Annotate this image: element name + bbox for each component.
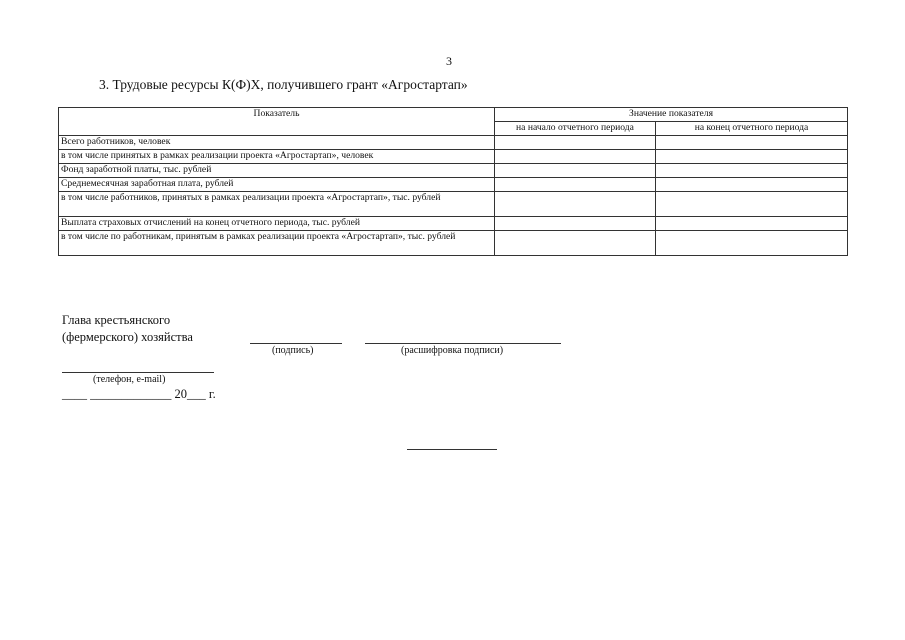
value-start-cell[interactable] <box>495 136 656 150</box>
row-label: Всего работников, человек <box>59 136 495 150</box>
header-value: Значение показателя <box>495 108 848 122</box>
value-start-cell[interactable] <box>495 217 656 231</box>
labor-resources-table <box>58 107 848 256</box>
row-label: в том числе по работникам, принятым в рамках реализации проекта «Агростартап», тыс. рублей <box>59 231 495 256</box>
signature-decode-line[interactable] <box>365 343 561 344</box>
value-end-cell[interactable] <box>656 192 848 217</box>
signature-line[interactable] <box>250 343 342 344</box>
value-end-cell[interactable] <box>656 136 848 150</box>
row-label: Фонд заработной платы, тыс. рублей <box>59 164 495 178</box>
value-start-cell[interactable] <box>495 178 656 192</box>
header-period-end: на конец отчетного периода <box>656 122 848 136</box>
end-separator-line <box>407 449 497 450</box>
table-row <box>59 178 848 192</box>
row-label: в том числе принятых в рамках реализации проекта «Агростартап», человек <box>59 150 495 164</box>
row-label: Выплата страховых отчислений на конец отчетного периода, тыс. рублей <box>59 217 495 231</box>
table-row <box>59 136 848 150</box>
page-number: 3 <box>446 54 452 68</box>
header-indicator: Показатель <box>59 108 495 136</box>
value-end-cell[interactable] <box>656 164 848 178</box>
phone-email-line[interactable] <box>62 372 214 373</box>
table-row <box>59 192 848 217</box>
value-end-cell[interactable] <box>656 217 848 231</box>
value-start-cell[interactable] <box>495 164 656 178</box>
farm-head-line2: (фермерского) хозяйства <box>62 330 193 344</box>
value-start-cell[interactable] <box>495 231 656 256</box>
table-row <box>59 217 848 231</box>
value-end-cell[interactable] <box>656 178 848 192</box>
row-label: Среднемесячная заработная плата, рублей <box>59 178 495 192</box>
farm-head-title <box>62 312 193 346</box>
phone-email-caption: (телефон, e-mail) <box>93 374 166 385</box>
farm-head-line1: Глава крестьянского <box>62 313 171 327</box>
table-row <box>59 150 848 164</box>
section-title: 3. Трудовые ресурсы К(Ф)Х, получившего грант «Агростартап» <box>99 77 468 92</box>
header-period-start: на начало отчетного периода <box>495 122 656 136</box>
signature-caption: (подпись) <box>272 345 314 356</box>
value-end-cell[interactable] <box>656 150 848 164</box>
value-start-cell[interactable] <box>495 150 656 164</box>
value-start-cell[interactable] <box>495 192 656 217</box>
value-end-cell[interactable] <box>656 231 848 256</box>
date-line[interactable]: ____ _____________ 20___ г. <box>62 387 216 401</box>
row-label: в том числе работников, принятых в рамках реализации проекта «Агростартап», тыс. рублей <box>59 192 495 217</box>
signature-decode-caption: (расшифровка подписи) <box>401 345 504 356</box>
table-row <box>59 164 848 178</box>
table-row <box>59 231 848 256</box>
